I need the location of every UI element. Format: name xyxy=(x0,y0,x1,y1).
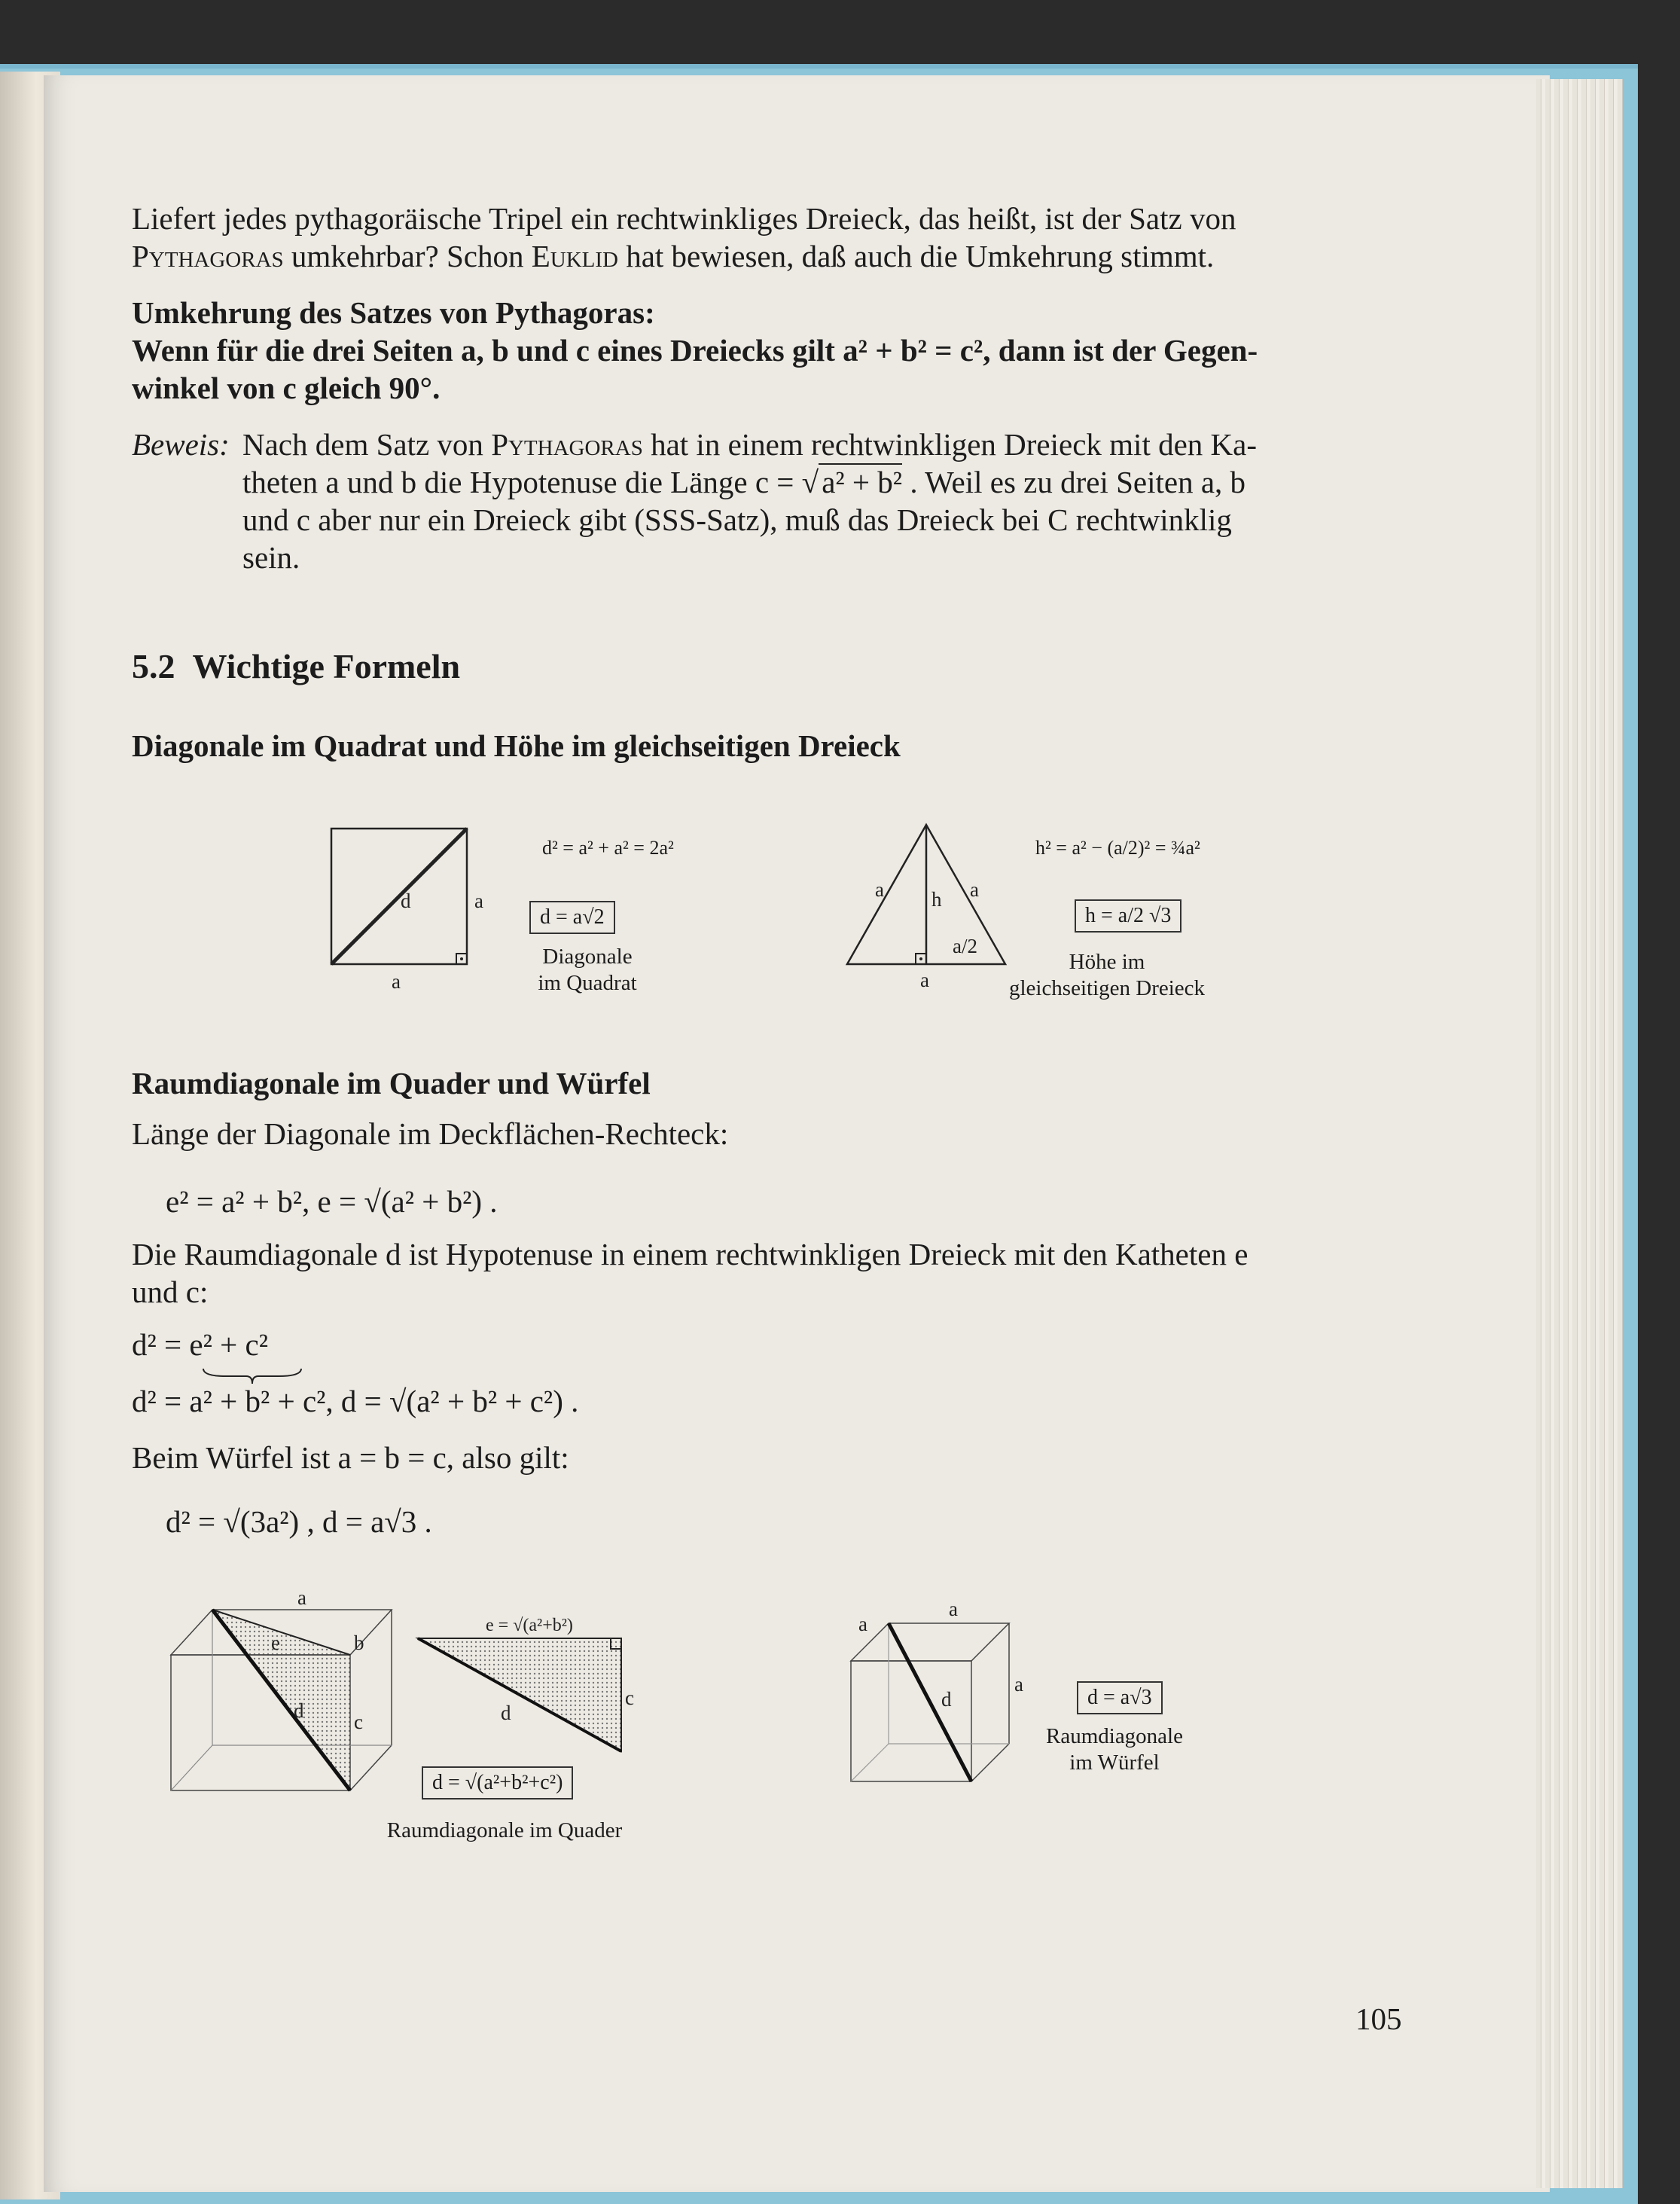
cube-caption-1: Raumdiagonale xyxy=(1045,1724,1183,1748)
equation-1: e² = a² + b², e = √(a² + b²) . xyxy=(166,1184,498,1219)
equation-4: d² = √(3a²) , d = a√3 . xyxy=(166,1504,432,1539)
tri-label-e: e = √(a²+b²) xyxy=(486,1616,573,1635)
label-a-left: a xyxy=(875,878,884,901)
proof-line-2-b: . Weil es zu drei Seiten a, b xyxy=(902,465,1246,499)
label-d: d xyxy=(401,890,411,912)
section-heading xyxy=(132,648,460,685)
label-a-right: a xyxy=(474,890,483,912)
equation-3: d² = a² + b² + c², d = √(a² + b² + c²) . xyxy=(132,1384,579,1418)
square-result-box: d = a√2 xyxy=(529,901,615,934)
square-caption-2: im Quadrat xyxy=(538,971,637,995)
square-formula: d² = a² + a² = 2a² xyxy=(542,837,674,859)
label-a-bottom: a xyxy=(920,969,929,991)
label-c: c xyxy=(354,1711,363,1733)
label-a: a xyxy=(297,1586,306,1609)
proof-label: Beweis: xyxy=(132,427,230,462)
cuboid-diagram xyxy=(162,1586,410,1796)
triangle-caption-1: Höhe im xyxy=(1069,950,1145,974)
cuboid-caption: Raumdiagonale im Quader xyxy=(386,1818,623,1842)
proof-line-4: sein. xyxy=(242,540,300,575)
proof-line-3: und c aber nur ein Dreieck gibt (SSS-Satz), muß das Dreieck bei C rechtwinklig xyxy=(242,502,1232,537)
proof-line-1-b: hat in einem rechtwinkligen Dreieck mit den Ka- xyxy=(642,427,1257,462)
cuboid-triangle-diagram xyxy=(410,1608,644,1759)
label-a-3: a xyxy=(1014,1673,1023,1696)
page-edges xyxy=(1536,79,1623,2188)
cube-diagram xyxy=(840,1597,1035,1800)
theorem-line-1: Wenn für die drei Seiten a, b und c eines Dreiecks gilt a² + b² = c², dann ist der Gegen- xyxy=(132,333,1258,368)
proof-line-2: theten a und b die Hypotenuse die Länge c = √a² + b² . Weil es zu drei Seiten a, b xyxy=(242,465,1246,499)
subsection-2-title: Raumdiagonale im Quader und Würfel xyxy=(132,1066,651,1100)
theorem-line-2: winkel von c gleich 90°. xyxy=(132,371,441,405)
cuboid-result-box: d = √(a²+b²+c²) xyxy=(422,1766,573,1800)
pythagoras-name: Pythagoras xyxy=(491,427,643,462)
square-caption-1: Diagonale xyxy=(542,945,633,969)
sub2-line-4: Beim Würfel ist a = b = c, also gilt: xyxy=(132,1440,569,1475)
sub2-line-1: Länge der Diagonale im Deckflächen-Rechteck: xyxy=(132,1116,729,1151)
proof-line-2-a: theten a und b die Hypotenuse die Länge c = xyxy=(242,465,802,499)
section-title: Wichtige Formeln xyxy=(192,647,461,685)
label-a-bottom: a xyxy=(392,970,401,993)
label-d: d xyxy=(294,1699,304,1722)
sub2-line-2: Die Raumdiagonale d ist Hypotenuse in einem rechtwinkligen Dreieck mit den Katheten e xyxy=(132,1237,1249,1271)
intro-line-1: Liefert jedes pythagoräische Tripel ein rechtwinkliges Dreieck, das heißt, ist der Satz von xyxy=(132,201,1236,236)
square-diagram xyxy=(316,821,497,993)
intro-line-2-mid: umkehrbar? Schon xyxy=(283,239,532,273)
subsection-1-title: Diagonale im Quadrat und Höhe im gleichseitigen Dreieck xyxy=(132,728,901,763)
proof-line-1-a: Nach dem Satz von xyxy=(242,427,492,462)
cube-result-box: d = a√3 xyxy=(1077,1681,1163,1714)
label-b: b xyxy=(354,1632,364,1654)
label-a-half: a/2 xyxy=(953,935,977,957)
label-d: d xyxy=(941,1688,952,1711)
label-a-right: a xyxy=(970,878,979,901)
cube-caption-2: im Würfel xyxy=(1069,1751,1160,1775)
intro-line-2 xyxy=(132,237,1214,275)
triangle-formula: h² = a² − (a/2)² = ¾a² xyxy=(1035,837,1200,859)
theorem-title: Umkehrung des Satzes von Pythagoras: xyxy=(132,295,655,330)
label-a-2: a xyxy=(949,1598,958,1620)
intro-line-2-end: hat bewiesen, daß auch die Umkehrung stimmt. xyxy=(617,239,1215,273)
equation-2: d² = e² + c² xyxy=(132,1327,269,1362)
section-number: 5.2 xyxy=(132,647,175,685)
label-e: e xyxy=(271,1632,280,1654)
label-h: h xyxy=(931,888,942,911)
hypotenuse-root: a² + b² xyxy=(819,463,902,499)
label-a-1: a xyxy=(858,1613,867,1635)
tri-label-d: d xyxy=(501,1702,511,1724)
tri-label-c: c xyxy=(625,1687,634,1709)
triangle-result-box: h = a/2 √3 xyxy=(1075,899,1181,933)
euklid-name: Euklid xyxy=(531,239,618,273)
proof-line-1 xyxy=(242,426,1257,463)
triangle-caption-2: gleichseitigen Dreieck xyxy=(1008,976,1206,1000)
page-number: 105 xyxy=(1355,2001,1402,2036)
pythagoras-name: Pythagoras xyxy=(132,239,284,273)
sub2-line-3: und c: xyxy=(132,1274,209,1309)
